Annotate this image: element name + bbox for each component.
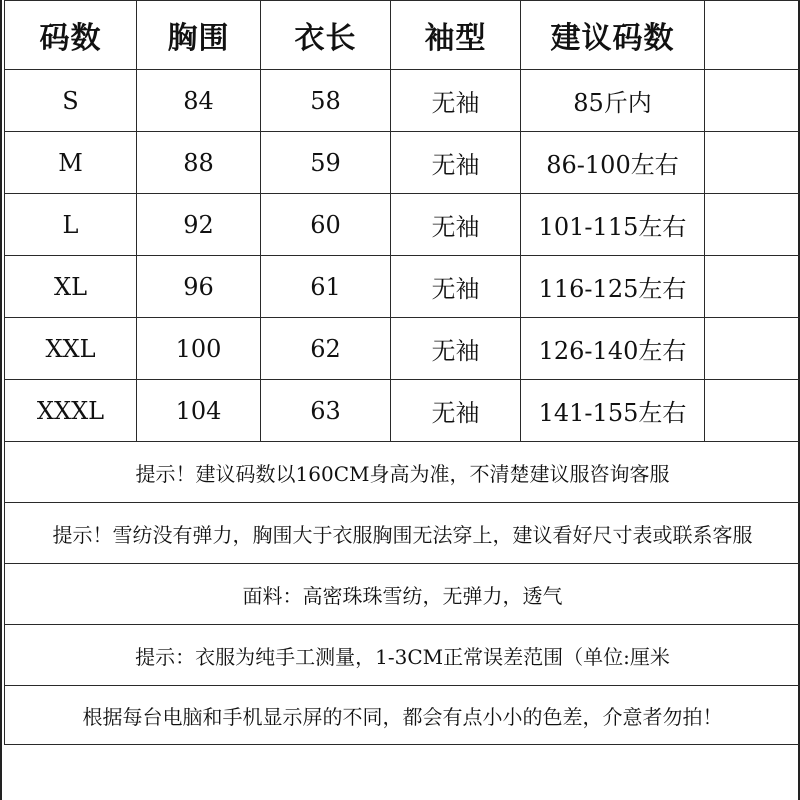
table-row <box>5 132 800 194</box>
table-row <box>5 194 800 256</box>
cell-empty <box>705 132 800 194</box>
cell-length: 58 <box>261 70 391 132</box>
cell-length: 59 <box>261 132 391 194</box>
cell-empty <box>705 70 800 132</box>
size-table <box>4 0 800 745</box>
cell-chest: 88 <box>137 132 261 194</box>
cell-sleeve: 无袖 <box>391 132 521 194</box>
header-size: 码数 <box>5 1 137 70</box>
cell-empty <box>705 380 800 442</box>
header-length: 衣长 <box>261 1 391 70</box>
cell-chest: 104 <box>137 380 261 442</box>
note-row-measurement <box>5 625 800 686</box>
note-no-stretch: 提示！雪纺没有弹力，胸围大于衣服胸围无法穿上，建议看好尺寸表或联系客服 <box>5 503 800 564</box>
cell-empty <box>705 194 800 256</box>
note-row-no-stretch <box>5 503 800 564</box>
cell-size: XXL <box>5 318 137 380</box>
cell-recommend: 86-100左右 <box>521 132 705 194</box>
cell-size: L <box>5 194 137 256</box>
cell-recommend: 126-140左右 <box>521 318 705 380</box>
table-row <box>5 380 800 442</box>
cell-recommend: 101-115左右 <box>521 194 705 256</box>
table-row <box>5 256 800 318</box>
cell-sleeve: 无袖 <box>391 318 521 380</box>
cell-chest: 84 <box>137 70 261 132</box>
header-sleeve: 袖型 <box>391 1 521 70</box>
note-color-difference: 根据每台电脑和手机显示屏的不同，都会有点小小的色差，介意者勿拍！ <box>5 686 800 745</box>
cell-empty <box>705 256 800 318</box>
cell-recommend: 85斤内 <box>521 70 705 132</box>
cell-sleeve: 无袖 <box>391 256 521 318</box>
cell-size: S <box>5 70 137 132</box>
table-row <box>5 70 800 132</box>
table-row <box>5 318 800 380</box>
cell-size: XXXL <box>5 380 137 442</box>
cell-length: 63 <box>261 380 391 442</box>
cell-size: M <box>5 132 137 194</box>
header-chest: 胸围 <box>137 1 261 70</box>
note-measurement: 提示：衣服为纯手工测量，1-3CM正常误差范围（单位:厘米 <box>5 625 800 686</box>
cell-sleeve: 无袖 <box>391 380 521 442</box>
table-header-row <box>5 1 800 70</box>
cell-length: 62 <box>261 318 391 380</box>
cell-length: 60 <box>261 194 391 256</box>
cell-empty <box>705 318 800 380</box>
cell-sleeve: 无袖 <box>391 194 521 256</box>
cell-size: XL <box>5 256 137 318</box>
note-row-height-basis <box>5 442 800 503</box>
cell-length: 61 <box>261 256 391 318</box>
header-recommend: 建议码数 <box>521 1 705 70</box>
cell-chest: 92 <box>137 194 261 256</box>
note-fabric: 面料：高密珠珠雪纺，无弹力，透气 <box>5 564 800 625</box>
note-row-color-difference <box>5 686 800 745</box>
cell-chest: 96 <box>137 256 261 318</box>
note-height-basis: 提示！建议码数以160CM身高为准，不清楚建议服咨询客服 <box>5 442 800 503</box>
note-row-fabric <box>5 564 800 625</box>
header-empty <box>705 1 800 70</box>
cell-chest: 100 <box>137 318 261 380</box>
cell-sleeve: 无袖 <box>391 70 521 132</box>
cell-recommend: 141-155左右 <box>521 380 705 442</box>
cell-recommend: 116-125左右 <box>521 256 705 318</box>
